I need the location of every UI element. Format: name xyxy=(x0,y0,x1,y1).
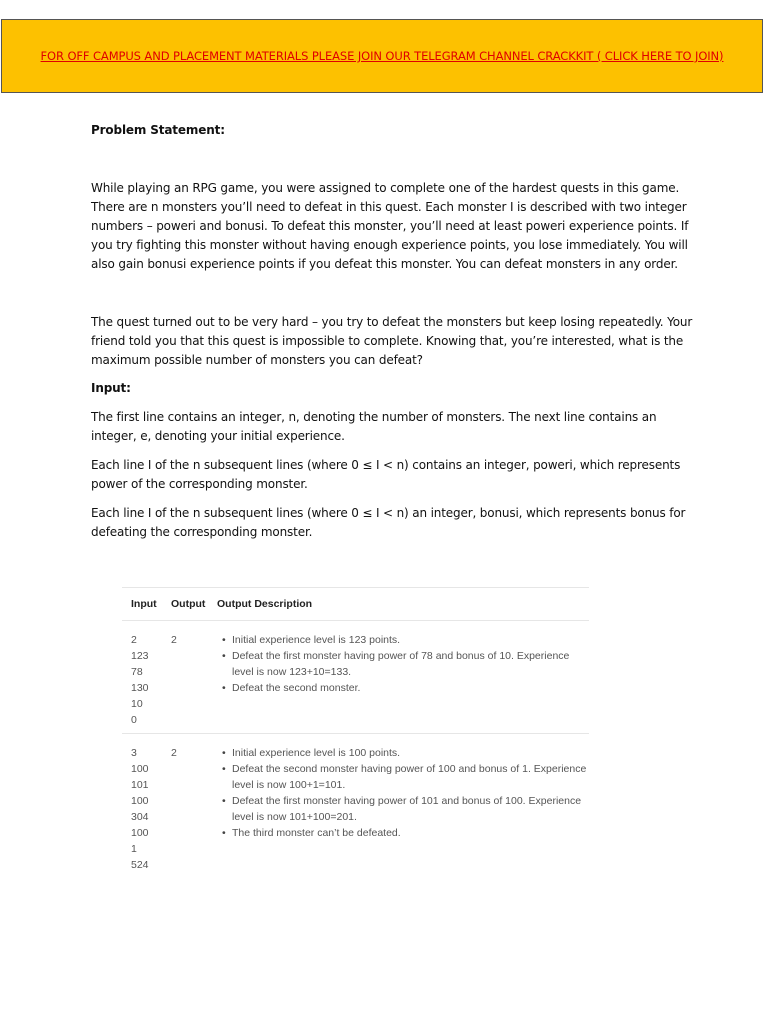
output-cell: 2 xyxy=(171,634,177,646)
input-value: 3 xyxy=(131,747,137,759)
input-paragraph-3: Each line I of the n subsequent lines (where 0 ≤ I < n) an integer, bonusi, which represents bonus for defeating the corresponding monster. xyxy=(91,506,686,539)
examples-table xyxy=(122,587,589,876)
description-cell xyxy=(217,632,589,733)
output-cell: 2 xyxy=(171,747,177,759)
description-item: • Defeat the first monster having power of 101 and bonus of 100. Experience level is now 101+100=201. xyxy=(232,793,589,825)
telegram-join-link[interactable]: FOR OFF CAMPUS AND PLACEMENT MATERIALS PLEASE JOIN OUR TELEGRAM CHANNEL CRACKKIT ( CLICK HERE TO JOIN) xyxy=(40,49,724,63)
input-value: 0 xyxy=(131,714,137,726)
header-description: Output Description xyxy=(217,598,313,610)
input-cell xyxy=(122,745,171,876)
input-value: 2 xyxy=(131,634,137,646)
description-cell xyxy=(217,745,589,876)
input-value: 100 xyxy=(131,827,149,839)
input-value: 100 xyxy=(131,795,149,807)
description-item: • Initial experience level is 100 points. xyxy=(232,745,589,761)
problem-paragraph-2: The quest turned out to be very hard – you try to defeat the monsters but keep losing repeatedly. Your friend told you that this quest is impossible to complete. Knowing that, you’re interested, what is the maximum possible number of monsters you can defeat? xyxy=(91,315,693,367)
header-output: Output xyxy=(171,598,206,610)
problem-heading: Problem Statement: xyxy=(91,123,225,137)
table-row xyxy=(122,621,589,733)
description-item: • Defeat the second monster. xyxy=(232,680,589,696)
description-item: • Initial experience level is 123 points. xyxy=(232,632,589,648)
header-input: Input xyxy=(131,598,157,610)
description-item: • The third monster can’t be defeated. xyxy=(232,825,589,841)
input-value: 304 xyxy=(131,811,149,823)
telegram-banner xyxy=(1,19,763,93)
input-value: 123 xyxy=(131,650,149,662)
input-value: 524 xyxy=(131,859,149,871)
input-paragraph-1: The first line contains an integer, n, denoting the number of monsters. The next line contains an integer, e, denoting your initial experience. xyxy=(91,410,657,443)
input-value: 101 xyxy=(131,779,149,791)
input-value: 130 xyxy=(131,682,149,694)
input-heading: Input: xyxy=(91,381,131,395)
input-value: 100 xyxy=(131,763,149,775)
input-paragraph-2: Each line I of the n subsequent lines (where 0 ≤ I < n) contains an integer, poweri, which represents power of the corresponding monster. xyxy=(91,458,681,491)
description-item: • Defeat the second monster having power of 100 and bonus of 1. Experience level is now 100+1=101. xyxy=(232,761,589,793)
input-value: 1 xyxy=(131,843,137,855)
input-value: 10 xyxy=(131,698,143,710)
table-header xyxy=(122,587,589,621)
table-row xyxy=(122,733,589,876)
input-cell xyxy=(122,632,171,733)
problem-paragraph-1: While playing an RPG game, you were assigned to complete one of the hardest quests in this game. There are n monsters you’ll need to defeat in this quest. Each monster I is described with two integer numbers – poweri and bonusi. To defeat this monster, you’ll need at least poweri experience points. If you try fighting this monster without having enough experience points, you lose immediately. You will also gain bonusi experience points if you defeat this monster. You can defeat monsters in any order. xyxy=(91,181,689,271)
description-item: • Defeat the first monster having power of 78 and bonus of 10. Experience level is now 123+10=133. xyxy=(232,648,589,680)
input-value: 78 xyxy=(131,666,143,678)
